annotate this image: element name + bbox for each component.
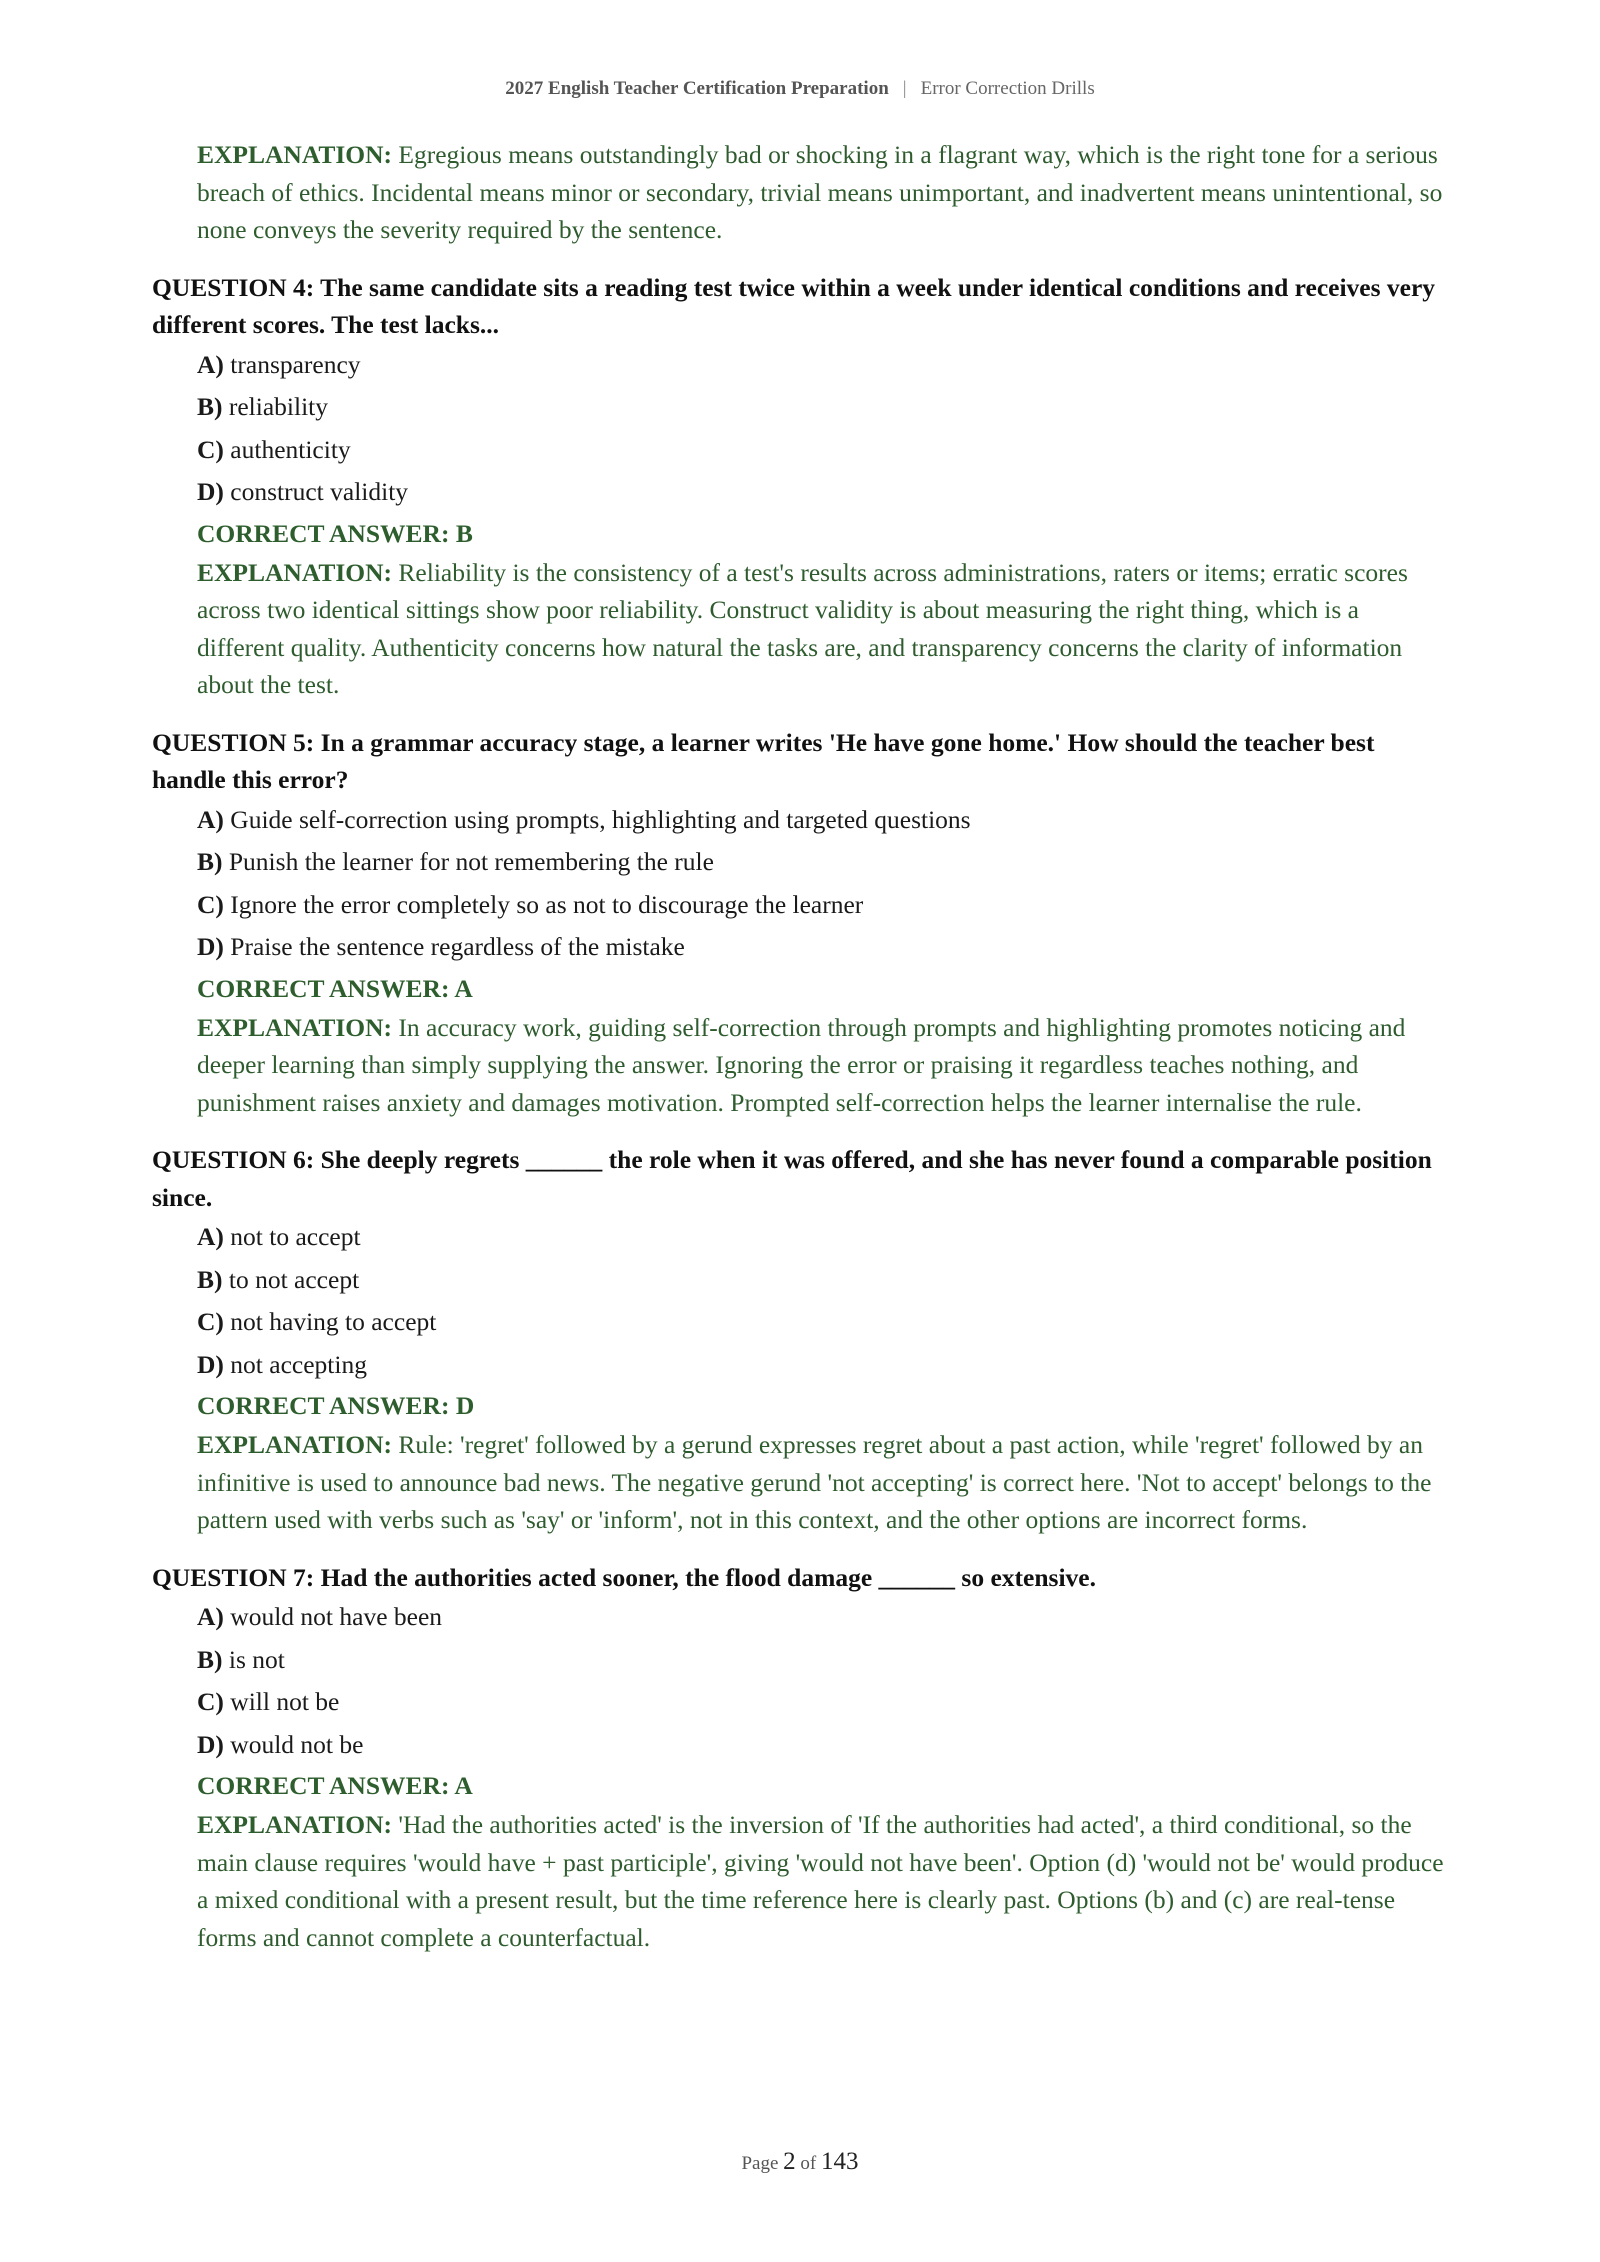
option-letter: C) bbox=[197, 889, 224, 919]
document-title: 2027 English Teacher Certification Preparation bbox=[505, 78, 889, 99]
options-list bbox=[152, 799, 1452, 1122]
correct-answer-label: CORRECT ANSWER: bbox=[197, 973, 450, 1003]
option-text: not to accept bbox=[230, 1222, 361, 1251]
question-stem bbox=[152, 724, 1452, 799]
page-word: Page bbox=[741, 2153, 779, 2174]
option-d bbox=[197, 926, 1452, 969]
page-header bbox=[0, 76, 1600, 102]
explanation-body: Reliability is the consistency of a test's results across administrations, raters or items; erratic scores across two identical sittings show poor reliability. Construct validity is about measuring the right thing, which is a different quality. Authenticity concerns how natural the tasks are, and transparency concerns the clarity of information about the test. bbox=[197, 557, 1408, 699]
correct-answer-label: CORRECT ANSWER: bbox=[197, 518, 450, 548]
explanation-text bbox=[197, 554, 1452, 704]
option-letter: B) bbox=[197, 1644, 223, 1674]
option-letter: B) bbox=[197, 392, 223, 421]
explanation-body: Rule: 'regret' followed by a gerund expresses regret about a past action, while 'regret' followed by an infinitive is used to announce bad news. The negative gerund 'not accepting' is correct here. 'Not to accept' belongs to the pattern used with verbs such as 'say' or 'inform', not in this context, and the other options are incorrect forms. bbox=[197, 1430, 1432, 1534]
correct-answer bbox=[197, 514, 1452, 554]
correct-answer-value: B bbox=[455, 518, 473, 548]
correct-answer bbox=[197, 1766, 1452, 1806]
option-d bbox=[197, 1344, 1452, 1387]
question-stem bbox=[152, 269, 1452, 344]
section-title: Error Correction Drills bbox=[920, 78, 1095, 99]
option-a bbox=[197, 799, 1452, 842]
question-number: QUESTION 7: bbox=[152, 1562, 315, 1592]
of-word: of bbox=[800, 2153, 817, 2174]
question-block-5 bbox=[152, 724, 1452, 1122]
correct-answer-label: CORRECT ANSWER: bbox=[197, 1391, 450, 1420]
option-text: is not bbox=[228, 1644, 285, 1674]
option-text: Guide self-correction using prompts, highlighting and targeted questions bbox=[230, 804, 971, 834]
question-text: In a grammar accuracy stage, a learner writes 'He have gone home.' How should the teacher best handle this error? bbox=[152, 727, 1375, 794]
explanation-label: EXPLANATION: bbox=[197, 140, 393, 169]
option-c bbox=[197, 429, 1452, 472]
total-pages: 143 bbox=[821, 2148, 859, 2175]
option-letter: D) bbox=[197, 932, 224, 961]
option-text: Punish the learner for not remembering the rule bbox=[228, 847, 714, 876]
options-list bbox=[152, 1596, 1452, 1956]
option-letter: A) bbox=[197, 804, 224, 834]
explanation-label: EXPLANATION: bbox=[197, 1430, 393, 1459]
correct-answer-value: D bbox=[455, 1391, 475, 1420]
option-letter: C) bbox=[197, 1307, 224, 1336]
option-a bbox=[197, 1596, 1452, 1639]
option-letter: C) bbox=[197, 434, 224, 464]
option-letter: D) bbox=[197, 477, 224, 506]
explanation-label: EXPLANATION: bbox=[197, 1810, 393, 1839]
explanation-text bbox=[197, 136, 1452, 249]
question-number: QUESTION 4: bbox=[152, 272, 315, 302]
option-c bbox=[197, 884, 1452, 927]
intro-explanation-block bbox=[152, 136, 1452, 249]
option-letter: B) bbox=[197, 1264, 223, 1294]
explanation-body: 'Had the authorities acted' is the inversion of 'If the authorities had acted', a third conditional, so the main clause requires 'would have + past participle', giving 'would not have been'. Option (d) 'would not be' would produce a mixed conditional with a present result, but the time reference here is clearly past. Options (b) and (c) are real-tense forms and cannot complete a counterfactual. bbox=[197, 1810, 1444, 1952]
option-letter: D) bbox=[197, 1729, 224, 1759]
option-b bbox=[197, 1639, 1452, 1682]
option-letter: B) bbox=[197, 847, 223, 876]
option-letter: A) bbox=[197, 1602, 224, 1631]
option-text: would not be bbox=[230, 1729, 364, 1759]
question-text: She deeply regrets ______ the role when it was offered, and she has never found a comparable position since. bbox=[152, 1145, 1432, 1212]
page-number: 2 bbox=[783, 2148, 796, 2175]
option-letter: D) bbox=[197, 1349, 224, 1379]
option-c bbox=[197, 1301, 1452, 1344]
option-text: Praise the sentence regardless of the mistake bbox=[230, 932, 685, 961]
option-b bbox=[197, 386, 1452, 429]
option-letter: C) bbox=[197, 1687, 224, 1716]
option-a bbox=[197, 1216, 1452, 1259]
explanation-text bbox=[197, 1806, 1452, 1956]
explanation-body: Egregious means outstandingly bad or shocking in a flagrant way, which is the right tone for a serious breach of ethics. Incidental means minor or secondary, trivial means unimportant, and inadvertent means unintentional, so none conveys the severity required by the sentence. bbox=[197, 140, 1443, 244]
question-block-4 bbox=[152, 269, 1452, 704]
option-b bbox=[197, 841, 1452, 884]
question-stem bbox=[152, 1141, 1452, 1216]
option-text: to not accept bbox=[228, 1264, 360, 1294]
option-d bbox=[197, 471, 1452, 514]
explanation-text bbox=[197, 1426, 1452, 1539]
explanation-text bbox=[197, 1009, 1452, 1122]
page-footer bbox=[0, 2146, 1600, 2180]
correct-answer-value: A bbox=[454, 973, 473, 1003]
question-block-7 bbox=[152, 1559, 1452, 1957]
option-text: transparency bbox=[230, 349, 361, 379]
option-d bbox=[197, 1724, 1452, 1767]
question-text: Had the authorities acted sooner, the flood damage ______ so extensive. bbox=[320, 1562, 1096, 1592]
page-content bbox=[152, 136, 1452, 1976]
option-text: Ignore the error completely so as not to discourage the learner bbox=[230, 889, 864, 919]
option-letter: A) bbox=[197, 1222, 224, 1251]
explanation-label: EXPLANATION: bbox=[197, 557, 393, 587]
question-number: QUESTION 6: bbox=[152, 1145, 315, 1174]
correct-answer bbox=[197, 1386, 1452, 1426]
option-text: will not be bbox=[230, 1687, 340, 1716]
option-c bbox=[197, 1681, 1452, 1724]
explanation-body: In accuracy work, guiding self-correction through prompts and highlighting promotes noticing and deeper learning than simply supplying the answer. Ignoring the error or praising it regardless teaches nothing, and punishment raises anxiety and damages motivation. Prompted self-correction helps the learner internalise the rule. bbox=[197, 1012, 1406, 1117]
option-text: reliability bbox=[228, 392, 329, 421]
correct-answer-label: CORRECT ANSWER: bbox=[197, 1771, 450, 1800]
option-b bbox=[197, 1259, 1452, 1302]
option-text: would not have been bbox=[230, 1602, 443, 1631]
correct-answer bbox=[197, 969, 1452, 1009]
option-text: not accepting bbox=[230, 1349, 367, 1379]
option-text: authenticity bbox=[230, 434, 351, 464]
option-text: construct validity bbox=[230, 477, 409, 506]
explanation-label: EXPLANATION: bbox=[197, 1012, 393, 1042]
options-list bbox=[152, 344, 1452, 704]
question-block-6 bbox=[152, 1141, 1452, 1539]
header-separator: | bbox=[902, 78, 907, 99]
option-a bbox=[197, 344, 1452, 387]
question-stem bbox=[152, 1559, 1452, 1597]
question-text: The same candidate sits a reading test twice within a week under identical conditions and receives very different scores. The test lacks... bbox=[152, 272, 1436, 339]
correct-answer-value: A bbox=[454, 1771, 473, 1800]
question-number: QUESTION 5: bbox=[152, 727, 315, 757]
option-text: not having to accept bbox=[230, 1307, 437, 1336]
options-list bbox=[152, 1216, 1452, 1539]
option-letter: A) bbox=[197, 349, 224, 379]
